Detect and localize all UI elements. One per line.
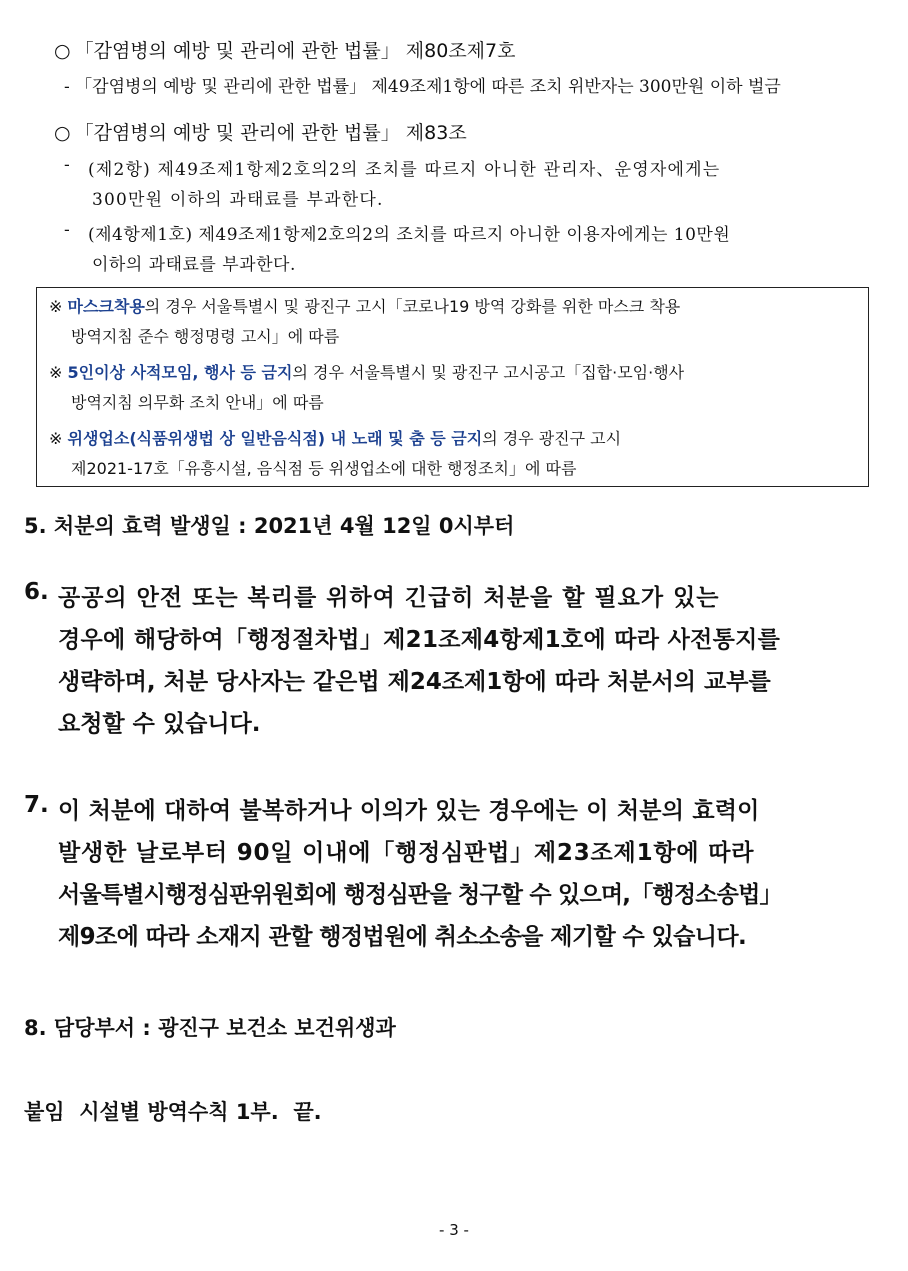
item-7-line: 발생한 날로부터 90일 이내에「행정심판법」제23조제1항에 따라 xyxy=(58,840,755,866)
page-number: - 3 - xyxy=(439,1221,469,1239)
note-text: 의 경우 서울특별시 및 광진구 고시「코로나19 방역 강화를 위한 마스크 착용 xyxy=(144,297,681,316)
item-number: 5. xyxy=(24,514,47,538)
circle-bullet: ○ xyxy=(54,40,71,62)
item-7-line: 제9조에 따라 소재지 관할 행정법원에 취소소송을 제기할 수 있습니다. xyxy=(58,924,747,950)
law-heading-text: 「감염병의 예방 및 관리에 관한 법률」 제83조 xyxy=(74,122,467,144)
item-7-line: 서울특별시행정심판위원회에 행정심판을 청구할 수 있으며,「행정소송법」 xyxy=(58,882,782,908)
note-text: 의 경우 서울특별시 및 광진구 고시공고「집합·모임·행사 xyxy=(292,363,685,382)
note-highlight: 위생업소(식품위생법 상 일반음식점) 내 노래 및 춤 등 금지 xyxy=(67,429,483,448)
note-line: 방역지침 의무화 조치 안내」에 따름 xyxy=(71,393,324,412)
item-6-line: 공공의 안전 또는 복리를 위하여 긴급히 처분을 할 필요가 있는 xyxy=(58,585,720,611)
note-text: 의 경우 광진구 고시 xyxy=(482,429,622,448)
dash-bullet: - xyxy=(64,220,70,240)
law-item xyxy=(64,72,781,97)
item-7-line: 이 처분에 대하여 불복하거나 이의가 있는 경우에는 이 처분의 효력이 xyxy=(58,798,760,824)
item-6-line: 경우에 해당하여「행정절차법」제21조제4항제1호에 따라 사전통지를 xyxy=(58,627,781,653)
item-text: 처분의 효력 발생일 : 2021년 4월 12일 0시부터 xyxy=(53,514,515,538)
reference-mark: ※ xyxy=(49,297,63,316)
item-number: 7. xyxy=(24,792,49,818)
note-highlight: 5인이상 사적모임, 행사 등 금지 xyxy=(67,363,293,382)
law-heading-text: 「감염병의 예방 및 관리에 관한 법률」 제80조제7호 xyxy=(74,40,516,62)
law-heading-80 xyxy=(54,36,515,63)
circle-bullet: ○ xyxy=(54,122,71,144)
law-item-line: 300만원 이하의 과태료를 부과한다. xyxy=(92,190,384,210)
law-item-line: (제2항) 제49조제1항제2호의2의 조치를 따르지 아니한 관리자、운영자에게는 xyxy=(88,160,721,180)
attachment-line: 붙임 시설별 방역수칙 1부. 끝. xyxy=(24,1100,322,1124)
item-text: 담당부서 : 광진구 보건소 보건위생과 xyxy=(53,1016,396,1040)
notice-box xyxy=(36,287,869,487)
note-highlight: 마스크착용 xyxy=(67,297,145,316)
law-item-text: 「감염병의 예방 및 관리에 관한 법률」 제49조제1항에 따른 조치 위반자는 300만원 이하 벌금 xyxy=(75,77,781,97)
item-8 xyxy=(24,1012,396,1042)
law-heading-83 xyxy=(54,118,467,145)
law-item-line: (제4항제1호) 제49조제1항제2호의2의 조치를 따르지 아니한 이용자에게는 10만원 xyxy=(88,225,731,245)
item-number: 8. xyxy=(24,1016,47,1040)
item-number: 6. xyxy=(24,579,49,605)
dash-bullet: - xyxy=(64,77,70,97)
reference-mark: ※ xyxy=(49,429,63,448)
item-5 xyxy=(24,510,514,540)
law-item-dash xyxy=(64,220,70,240)
note-line: 방역지침 준수 행정명령 고시」에 따름 xyxy=(71,327,340,346)
note-line xyxy=(49,294,680,317)
note-line xyxy=(49,360,684,383)
dash-bullet: - xyxy=(64,155,70,175)
reference-mark: ※ xyxy=(49,363,63,382)
item-6-line: 생략하며, 처분 당사자는 같은법 제24조제1항에 따라 처분서의 교부를 xyxy=(58,669,771,695)
law-item-dash xyxy=(64,155,70,175)
note-line: 제2021-17호「유흥시설, 음식점 등 위생업소에 대한 행정조치」에 따름 xyxy=(71,459,577,478)
item-6-line: 요청할 수 있습니다. xyxy=(58,711,261,737)
note-line xyxy=(49,426,621,449)
law-item-line: 이하의 과태료를 부과한다. xyxy=(92,255,296,275)
